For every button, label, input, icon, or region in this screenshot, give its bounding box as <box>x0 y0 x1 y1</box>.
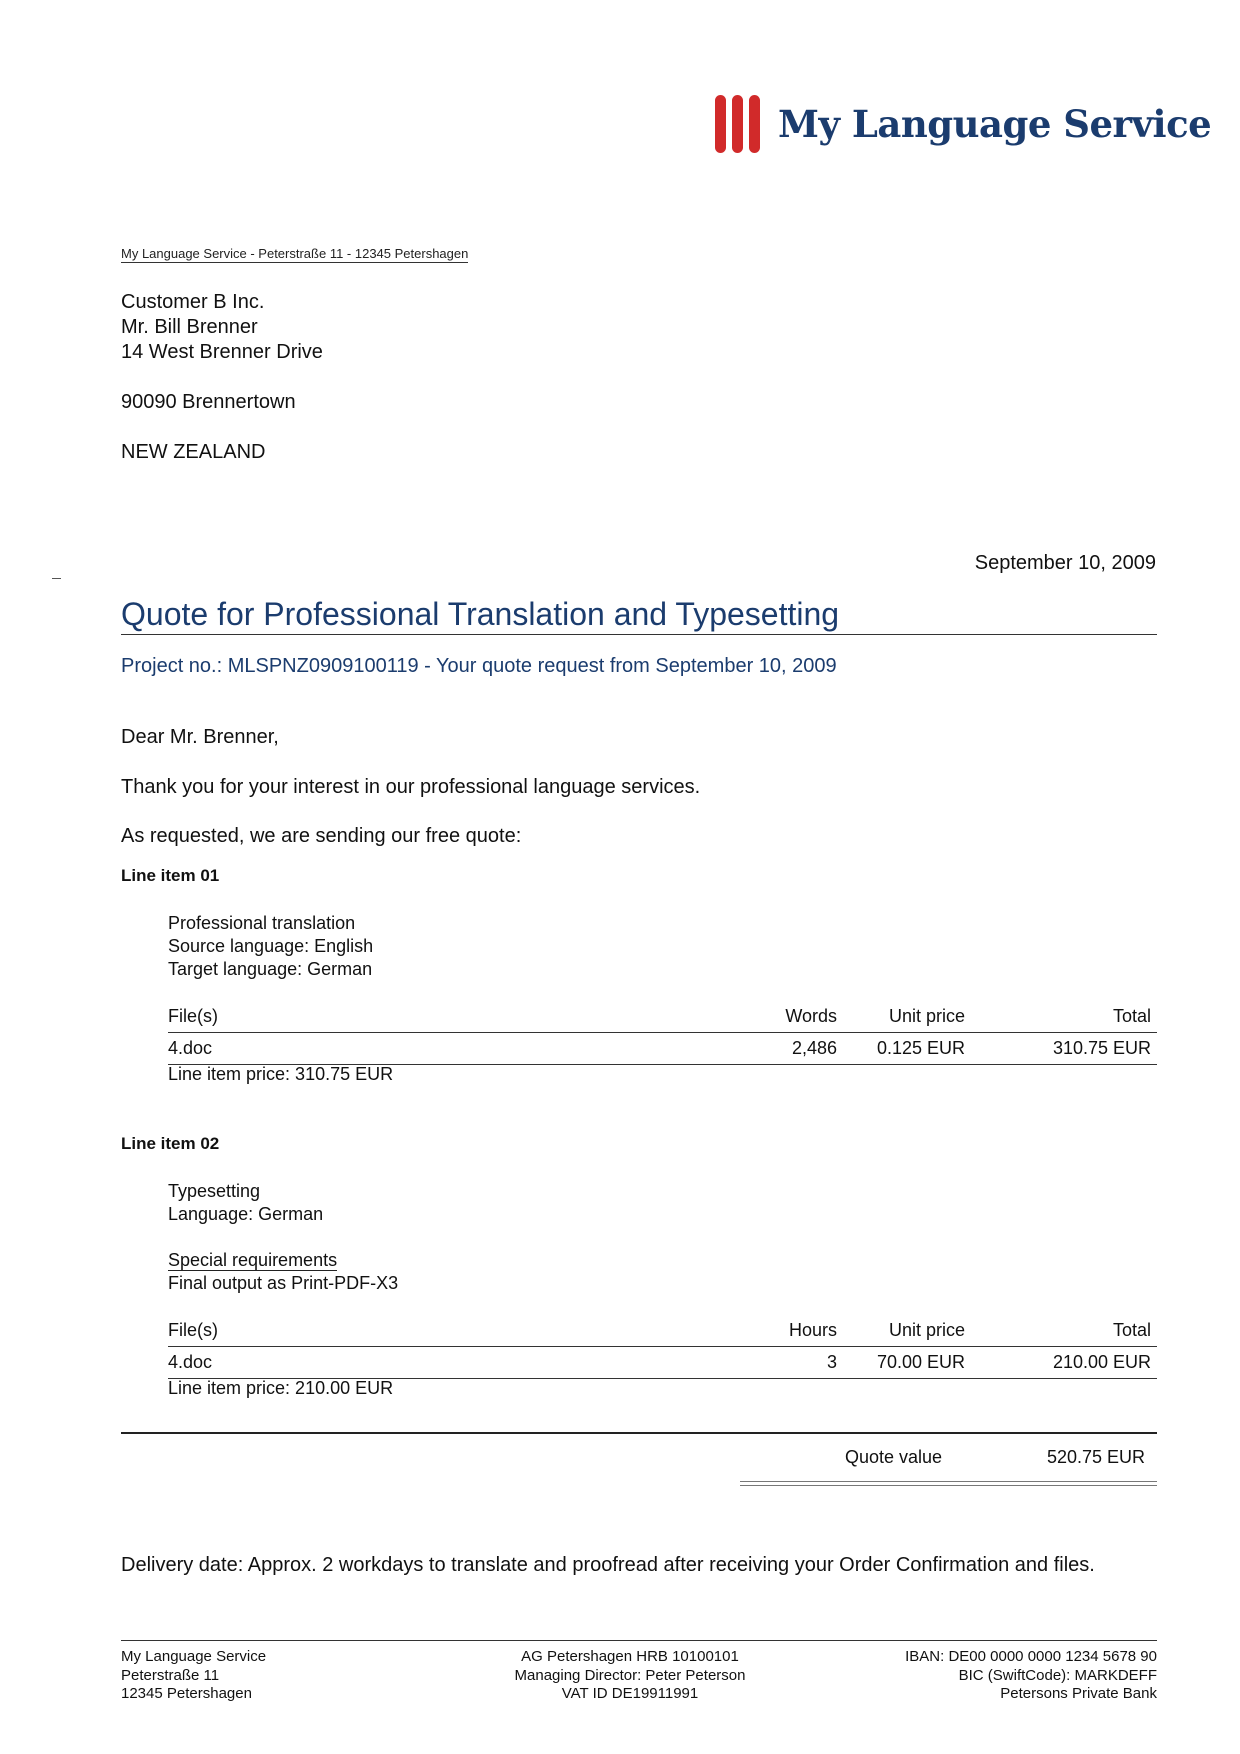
column-header-total: Total <box>971 1315 1157 1347</box>
cell-total: 310.75 EUR <box>971 1033 1157 1065</box>
footer-company-name: My Language Service <box>121 1648 267 1665</box>
footer-divider <box>121 1640 1157 1641</box>
sender-address-line: My Language Service - Peterstraße 11 - 12345 Petershagen <box>121 246 469 261</box>
fold-mark <box>52 578 61 579</box>
column-header-files: File(s) <box>168 1315 737 1347</box>
service-name: Typesetting <box>168 1181 261 1201</box>
delivery-date-text: Delivery date: Approx. 2 workdays to translate and proofread after receiving your Order Confirmation and files. <box>121 1554 1095 1576</box>
footer-bank-details <box>905 1648 1157 1704</box>
footer-director: Managing Director: Peter Peterson <box>514 1666 746 1684</box>
target-language: Target language: German <box>168 959 373 979</box>
double-underline <box>740 1485 1157 1486</box>
table-header-row <box>168 1001 1157 1033</box>
line-item-table <box>168 1001 1157 1065</box>
recipient-street: 14 West Brenner Drive <box>121 341 323 363</box>
special-requirements-heading: Special requirements <box>168 1250 338 1270</box>
table-row <box>168 1347 1157 1379</box>
special-requirements-text: Final output as Print-PDF-X3 <box>168 1273 399 1293</box>
letter-date: September 10, 2009 <box>974 552 1156 574</box>
logo-mark-icon <box>715 95 760 153</box>
quote-value-label: Quote value <box>845 1447 943 1467</box>
recipient-address <box>121 290 323 465</box>
cell-file: 4.doc <box>168 1033 737 1065</box>
column-header-unit-price: Unit price <box>847 1315 971 1347</box>
footer-city: 12345 Petershagen <box>121 1685 252 1702</box>
cell-total: 210.00 EUR <box>971 1347 1157 1379</box>
recipient-country: NEW ZEALAND <box>121 441 266 463</box>
double-underline <box>740 1481 1157 1482</box>
line-item-heading: Line item 02 <box>121 1134 220 1153</box>
quote-value-amount: 520.75 EUR <box>1046 1447 1145 1467</box>
line-item-description <box>168 912 373 981</box>
table-row <box>168 1033 1157 1065</box>
document-title: Quote for Professional Translation and Typesetting <box>121 596 1157 635</box>
cell-hours: 3 <box>737 1347 847 1379</box>
column-header-files: File(s) <box>168 1001 737 1033</box>
footer-street: Peterstraße 11 <box>121 1666 220 1684</box>
column-header-words: Words <box>737 1001 847 1033</box>
salutation: Dear Mr. Brenner, <box>121 726 279 748</box>
footer-bank-name: Petersons Private Bank <box>1000 1685 1157 1702</box>
line-item-description <box>168 1180 398 1295</box>
logo-text: My Language Service <box>778 102 1212 146</box>
cell-words: 2,486 <box>737 1033 847 1065</box>
column-header-hours: Hours <box>737 1315 847 1347</box>
company-logo <box>715 92 1211 156</box>
recipient-name: Mr. Bill Brenner <box>121 316 258 338</box>
quote-value-row <box>740 1444 1157 1474</box>
footer-iban: IBAN: DE00 0000 0000 1234 5678 90 <box>905 1648 1157 1665</box>
source-language: Source language: English <box>168 936 374 956</box>
footer-bic: BIC (SwiftCode): MARKDEFF <box>958 1666 1157 1684</box>
cell-unit-price: 0.125 EUR <box>847 1033 971 1065</box>
cell-unit-price: 70.00 EUR <box>847 1347 971 1379</box>
cell-file: 4.doc <box>168 1347 737 1379</box>
column-header-unit-price: Unit price <box>847 1001 971 1033</box>
service-name: Professional translation <box>168 913 356 933</box>
footer-vat-id: VAT ID DE19911991 <box>561 1685 699 1702</box>
line-item-price: Line item price: 210.00 EUR <box>168 1378 394 1398</box>
line-item-price: Line item price: 310.75 EUR <box>168 1064 394 1084</box>
recipient-company: Customer B Inc. <box>121 291 265 313</box>
line-item-heading: Line item 01 <box>121 866 220 885</box>
table-header-row <box>168 1315 1157 1347</box>
footer-register: AG Petershagen HRB 10100101 <box>521 1648 739 1665</box>
recipient-city: 90090 Brennertown <box>121 391 296 413</box>
column-header-total: Total <box>971 1001 1157 1033</box>
line-item-table <box>168 1315 1157 1379</box>
total-divider <box>121 1432 1157 1434</box>
footer-registration <box>480 1648 780 1704</box>
project-line: Project no.: MLSPNZ0909100119 - Your quote request from September 10, 2009 <box>121 655 837 677</box>
intro-text: Thank you for your interest in our professional language services. <box>121 776 701 798</box>
language: Language: German <box>168 1204 324 1224</box>
footer-company-address <box>121 1648 266 1704</box>
intro-text-2: As requested, we are sending our free quote: <box>121 825 522 847</box>
